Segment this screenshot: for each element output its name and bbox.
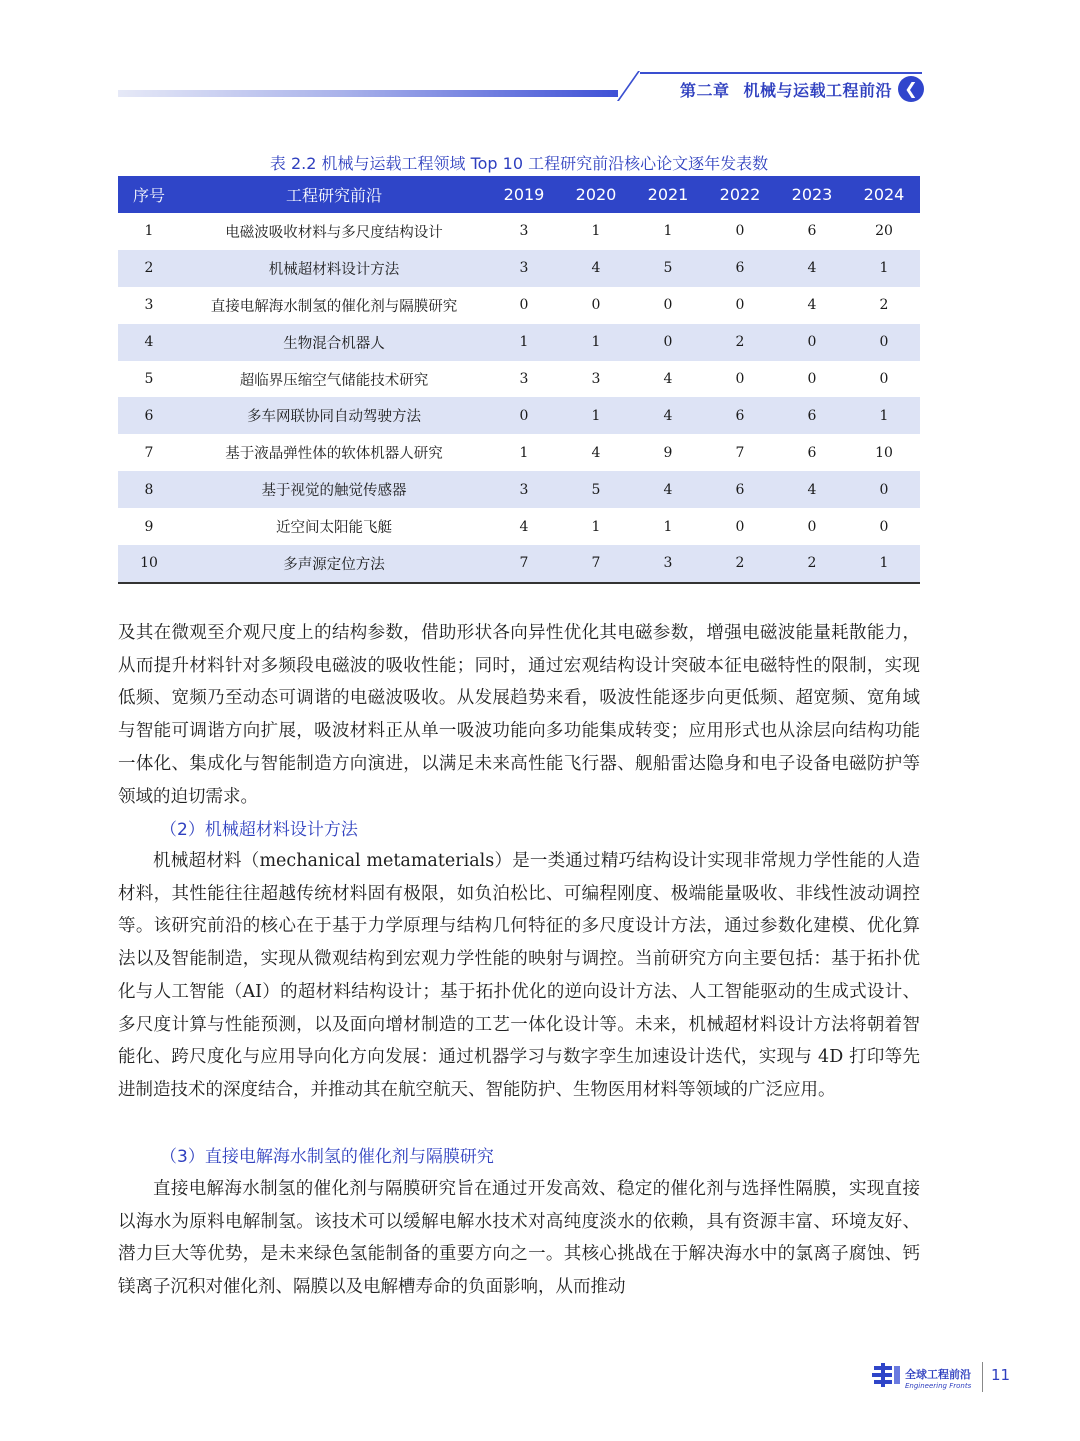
table-cell: 0 [879, 371, 889, 387]
table-cell: 7 [488, 545, 560, 583]
page-number: 11 [991, 1366, 1011, 1384]
table-cell: 5 [144, 371, 154, 387]
table-cell: 0 [735, 297, 745, 314]
table-cell: 8 [118, 471, 180, 508]
table-cell: 2 [704, 545, 776, 583]
table-header-row [118, 176, 920, 213]
table-cell: 1 [663, 518, 673, 535]
table-cell: 3 [632, 545, 704, 583]
table-cell: 3 [144, 297, 154, 314]
table-row [118, 471, 920, 508]
table-cell-topic: 基于液晶弹性体的软体机器人研究 [225, 446, 443, 463]
table-cell: 3 [488, 471, 560, 508]
paragraph-2: 机械超材料（mechanical metamaterials）是一类通过精巧结构设计实现非常规力学性能的人造材料，其性能往往超越传统材料固有极限，如负泊松比、可编程刚度、极端能量吸收、非线性波动调控等。该研究前沿的核心在于基于力学原理与结构几何特征的多尺度设计方法，通过参数化建模、优化算法以及智能制造，实现从微观结构到宏观力学性能的映射与调控。当前研究方向主要包括：基于拓扑优化与人工智能（AI）的超材料结构设计；基于拓扑优化的逆向设计方法、人工智能驱动的生成式设计、多尺度计算与性能预测，以及面向增材制造的工艺一体化设计等。未来，机械超材料设计方法将朝着智能化、跨尺度化与应用导向化方向发展：通过机器学习与数字孪生加速设计迭代，实现与 4D 打印等先进制造技术的深度结合，并推动其在航空航天、智能防护、生物医用材料等领域的广泛应用。 [118, 851, 920, 1100]
table-cell: 7 [735, 444, 745, 461]
table-cell: 4 [632, 397, 704, 434]
table-cell: 0 [735, 518, 745, 535]
table-row [118, 508, 920, 545]
table-cell-topic: 电磁波吸收材料与多尺度结构设计 [225, 224, 443, 241]
table-cell: 0 [519, 297, 529, 314]
table-cell: 2 [704, 324, 776, 361]
table-cell: 0 [879, 518, 889, 535]
paragraph-1: 及其在微观至介观尺度上的结构参数，借助形状各向异性优化其电磁参数，增强电磁波能量耗散能力，从而提升材料针对多频段电磁波的吸收性能；同时，通过宏观结构设计突破本征电磁特性的限制，实现低频、宽频乃至动态可调谐的电磁波吸收。从发展趋势来看，吸波性能逐步向更低频、超宽频、宽角域与智能可调谐方向扩展，吸波材料正从单一吸波功能向多功能集成转变；应用形式也从涂层向结构功能一体化、集成化与智能制造方向演进，以满足未来高性能飞行器、舰船雷达隐身和电子设备电磁防护等领域的迫切需求。 [118, 623, 920, 807]
table-row [118, 361, 920, 398]
table-cell: 4 [776, 250, 848, 287]
table-cell: 6 [776, 397, 848, 434]
table-cell: 3 [488, 250, 560, 287]
table-cell: 6 [704, 471, 776, 508]
table-row [118, 397, 920, 434]
table-cell: 0 [807, 371, 817, 387]
table-cell: 0 [807, 518, 817, 535]
footer-logo-text: 全球工程前沿 [905, 1368, 971, 1381]
chapter-number: 第二章 [680, 81, 730, 100]
table-cell: 6 [704, 397, 776, 434]
table-cell-topic: 多车网联协同自动驾驶方法 [180, 397, 488, 434]
table-cell-topic: 机械超材料设计方法 [180, 250, 488, 287]
table-cell: 1 [560, 397, 632, 434]
header-gradient-bar [118, 90, 618, 97]
table-cell: 9 [144, 518, 154, 535]
table-cell: 3 [519, 371, 529, 387]
table-cell: 10 [875, 444, 893, 461]
column-header: 2022 [704, 176, 776, 213]
footer-logo-subtext: Engineering Fronts [905, 1382, 972, 1390]
table-cell: 10 [118, 545, 180, 583]
table-cell: 1 [519, 444, 529, 461]
table-cell: 4 [591, 444, 601, 461]
table-cell: 0 [591, 297, 601, 314]
table-row [118, 287, 920, 324]
table-cell: 1 [848, 545, 920, 583]
table-row [118, 545, 920, 583]
table-cell: 6 [807, 223, 817, 240]
table-row [118, 324, 920, 361]
table-cell: 2 [118, 250, 180, 287]
table-cell: 6 [118, 397, 180, 434]
engineering-fronts-logo-icon [872, 1363, 902, 1389]
header-rule [640, 72, 922, 74]
table-cell-topic: 基于视觉的触觉传感器 [180, 471, 488, 508]
table-cell: 1 [488, 324, 560, 361]
table-cell: 0 [632, 324, 704, 361]
table-caption: 表 2.2 机械与运载工程领域 Top 10 工程研究前沿核心论文逐年发表数 [269, 154, 769, 173]
column-header: 2020 [560, 176, 632, 213]
table-cell: 20 [875, 223, 893, 240]
table-cell: 4 [560, 250, 632, 287]
table-cell: 4 [663, 371, 673, 387]
chapter-title [680, 78, 895, 104]
column-header: 工程研究前沿 [180, 176, 488, 213]
table-cell: 1 [663, 223, 673, 240]
table-cell: 1 [591, 518, 601, 535]
table-cell-topic: 多声源定位方法 [180, 545, 488, 583]
table-cell-topic: 超临界压缩空气储能技术研究 [239, 372, 429, 389]
table-cell: 0 [735, 223, 745, 240]
column-header: 2023 [776, 176, 848, 213]
table-cell: 7 [144, 444, 154, 461]
table-cell: 0 [848, 471, 920, 508]
column-header: 序号 [118, 176, 180, 213]
table-cell: 0 [848, 324, 920, 361]
paragraph-3: 直接电解海水制氢的催化剂与隔膜研究旨在通过开发高效、稳定的催化剂与选择性隔膜，实现直接以海水为原料电解制氢。该技术可以缓解电解水技术对高纯度淡水的依赖，具有资源丰富、环境友好、潜力巨大等优势，是未来绿色氢能制备的重要方向之一。其核心挑战在于解决海水中的氯离子腐蚀、钙镁离子沉积对催化剂、隔膜以及电解槽寿命的负面影响，从而推动 [118, 1179, 920, 1298]
frontier-papers-table [118, 176, 920, 584]
table-cell: 0 [776, 324, 848, 361]
table-cell: 2 [776, 545, 848, 583]
table-cell: 1 [848, 397, 920, 434]
table-cell: 1 [591, 223, 601, 240]
table-cell-topic: 直接电解海水制氢的催化剂与隔膜研究 [210, 298, 458, 315]
table-cell: 4 [807, 297, 817, 314]
table-cell: 6 [807, 444, 817, 461]
table-cell: 9 [663, 444, 673, 461]
chevron-left-icon[interactable]: ❮ [898, 76, 924, 102]
table-cell: 5 [632, 250, 704, 287]
section-heading-2: （2）机械超材料设计方法 [160, 820, 358, 840]
table-cell: 1 [560, 324, 632, 361]
table-cell: 4 [118, 324, 180, 361]
table-row [118, 213, 920, 250]
table-cell: 4 [632, 471, 704, 508]
table-cell-topic: 生物混合机器人 [180, 324, 488, 361]
column-header: 2021 [632, 176, 704, 213]
table-cell: 5 [560, 471, 632, 508]
table-cell: 7 [560, 545, 632, 583]
table-cell: 3 [591, 371, 601, 387]
table-cell: 6 [704, 250, 776, 287]
header-divider-slash [617, 71, 640, 101]
table-cell: 0 [663, 297, 673, 314]
table-cell: 0 [488, 397, 560, 434]
column-header: 2024 [848, 176, 920, 213]
table-cell: 2 [879, 297, 889, 314]
table-cell-topic: 近空间太阳能飞艇 [276, 520, 392, 537]
table-row [118, 250, 920, 287]
table-cell: 1 [848, 250, 920, 287]
table-cell: 1 [144, 223, 154, 240]
table-cell: 4 [776, 471, 848, 508]
table-cell: 4 [519, 518, 529, 535]
chapter-name: 机械与运载工程前沿 [743, 81, 893, 100]
footer-divider [982, 1362, 983, 1392]
table-cell: 0 [735, 371, 745, 387]
table-cell: 3 [519, 223, 529, 240]
section-heading-3: （3）直接电解海水制氢的催化剂与隔膜研究 [160, 1147, 494, 1167]
column-header: 2019 [488, 176, 560, 213]
table-row [118, 434, 920, 471]
